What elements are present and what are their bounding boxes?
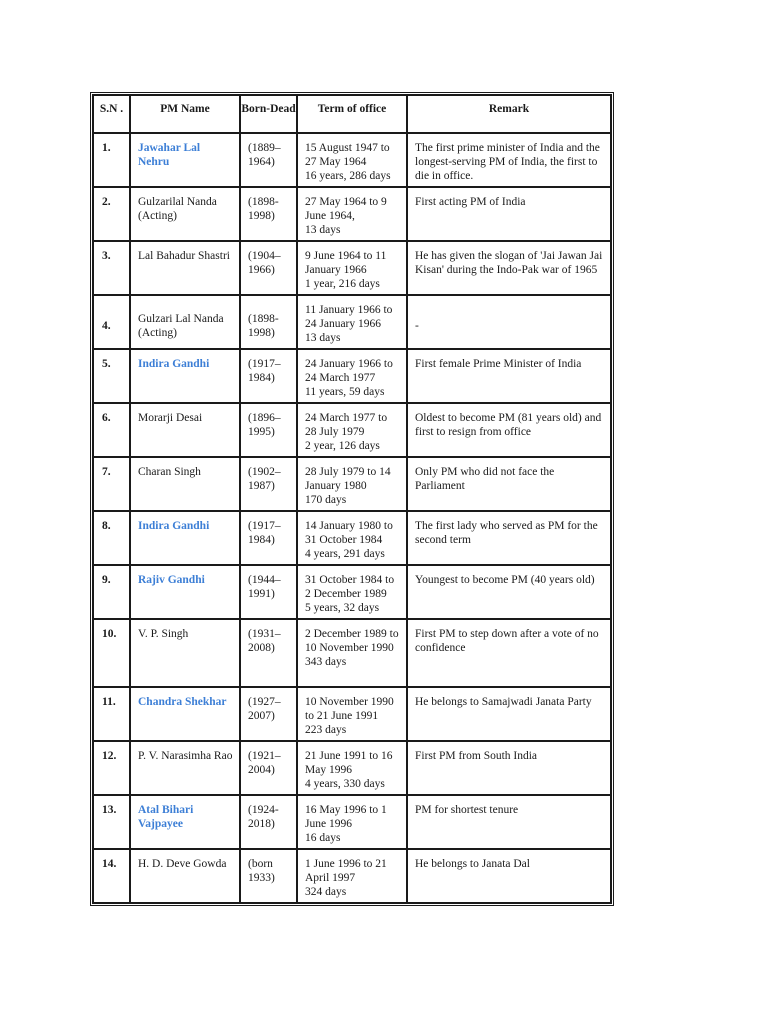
row-sn: 10. bbox=[93, 619, 130, 687]
row-born-dead: (1896–1995) bbox=[240, 403, 297, 457]
row-pm-name[interactable]: Jawahar Lal Nehru bbox=[130, 133, 240, 187]
row-term: 2 December 1989 to 10 November 1990 343 days bbox=[297, 619, 407, 687]
row-remark: Oldest to become PM (81 years old) and first to resign from office bbox=[407, 403, 611, 457]
row-pm-name[interactable]: Indira Gandhi bbox=[130, 349, 240, 403]
row-term: 10 November 1990 to 21 June 1991 223 days bbox=[297, 687, 407, 741]
row-term: 16 May 1996 to 1 June 1996 16 days bbox=[297, 795, 407, 849]
row-sn: 13. bbox=[93, 795, 130, 849]
row-remark: First PM from South India bbox=[407, 741, 611, 795]
row-pm-name: Gulzarilal Nanda (Acting) bbox=[130, 187, 240, 241]
row-pm-name: V. P. Singh bbox=[130, 619, 240, 687]
row-sn: 4. bbox=[93, 295, 130, 349]
row-sn: 2. bbox=[93, 187, 130, 241]
row-sn: 11. bbox=[93, 687, 130, 741]
row-sn: 9. bbox=[93, 565, 130, 619]
row-pm-name: Charan Singh bbox=[130, 457, 240, 511]
row-remark: Only PM who did not face the Parliament bbox=[407, 457, 611, 511]
row-born-dead: (1904–1966) bbox=[240, 241, 297, 295]
table-row bbox=[93, 795, 611, 849]
row-pm-name: Gulzari Lal Nanda (Acting) bbox=[130, 295, 240, 349]
table-row bbox=[93, 187, 611, 241]
row-remark: He belongs to Janata Dal bbox=[407, 849, 611, 903]
table-row bbox=[93, 619, 611, 687]
row-born-dead: (1898-1998) bbox=[240, 295, 297, 349]
row-remark: First female Prime Minister of India bbox=[407, 349, 611, 403]
row-sn: 12. bbox=[93, 741, 130, 795]
row-born-dead: (1924-2018) bbox=[240, 795, 297, 849]
row-sn: 14. bbox=[93, 849, 130, 903]
row-sn: 7. bbox=[93, 457, 130, 511]
header-sn: S.N . bbox=[93, 95, 130, 133]
row-remark: PM for shortest tenure bbox=[407, 795, 611, 849]
table-row bbox=[93, 511, 611, 565]
row-term: 28 July 1979 to 14 January 1980 170 days bbox=[297, 457, 407, 511]
table-row bbox=[93, 295, 611, 349]
table-row bbox=[93, 565, 611, 619]
row-sn: 1. bbox=[93, 133, 130, 187]
row-remark: First acting PM of India bbox=[407, 187, 611, 241]
row-born-dead: (1917–1984) bbox=[240, 511, 297, 565]
row-term: 31 October 1984 to 2 December 1989 5 years, 32 days bbox=[297, 565, 407, 619]
row-pm-name[interactable]: Indira Gandhi bbox=[130, 511, 240, 565]
row-sn: 6. bbox=[93, 403, 130, 457]
row-remark: The first lady who served as PM for the second term bbox=[407, 511, 611, 565]
table-row bbox=[93, 741, 611, 795]
row-sn: 3. bbox=[93, 241, 130, 295]
row-remark: He belongs to Samajwadi Janata Party bbox=[407, 687, 611, 741]
row-born-dead: (1944–1991) bbox=[240, 565, 297, 619]
row-remark: - bbox=[407, 295, 611, 349]
row-term: 15 August 1947 to 27 May 1964 16 years, 286 days bbox=[297, 133, 407, 187]
row-remark: He has given the slogan of 'Jai Jawan Jai Kisan' during the Indo-Pak war of 1965 bbox=[407, 241, 611, 295]
table-row bbox=[93, 403, 611, 457]
table-row bbox=[93, 457, 611, 511]
row-born-dead: (1917–1984) bbox=[240, 349, 297, 403]
row-term: 11 January 1966 to 24 January 1966 13 days bbox=[297, 295, 407, 349]
row-term: 24 March 1977 to 28 July 1979 2 year, 126 days bbox=[297, 403, 407, 457]
row-term: 27 May 1964 to 9 June 1964, 13 days bbox=[297, 187, 407, 241]
row-sn: 5. bbox=[93, 349, 130, 403]
row-born-dead: (1931–2008) bbox=[240, 619, 297, 687]
header-term: Term of office bbox=[297, 95, 407, 133]
table-row bbox=[93, 849, 611, 903]
row-born-dead: (1927–2007) bbox=[240, 687, 297, 741]
pm-table bbox=[90, 92, 614, 906]
row-term: 9 June 1964 to 11 January 1966 1 year, 216 days bbox=[297, 241, 407, 295]
header-row bbox=[93, 95, 611, 133]
table-body bbox=[93, 133, 611, 903]
row-term: 21 June 1991 to 16 May 1996 4 years, 330 days bbox=[297, 741, 407, 795]
row-born-dead: (born 1933) bbox=[240, 849, 297, 903]
row-pm-name[interactable]: Rajiv Gandhi bbox=[130, 565, 240, 619]
row-term: 14 January 1980 to 31 October 1984 4 years, 291 days bbox=[297, 511, 407, 565]
header-born-dead: Born-Dead bbox=[240, 95, 297, 133]
row-pm-name[interactable]: Chandra Shekhar bbox=[130, 687, 240, 741]
row-pm-name: H. D. Deve Gowda bbox=[130, 849, 240, 903]
row-born-dead: (1898-1998) bbox=[240, 187, 297, 241]
row-sn: 8. bbox=[93, 511, 130, 565]
row-term: 24 January 1966 to 24 March 1977 11 years, 59 days bbox=[297, 349, 407, 403]
row-born-dead: (1921–2004) bbox=[240, 741, 297, 795]
row-remark: Youngest to become PM (40 years old) bbox=[407, 565, 611, 619]
table-row bbox=[93, 133, 611, 187]
row-pm-name: Morarji Desai bbox=[130, 403, 240, 457]
header-remark: Remark bbox=[407, 95, 611, 133]
row-term: 1 June 1996 to 21 April 1997 324 days bbox=[297, 849, 407, 903]
row-pm-name: P. V. Narasimha Rao bbox=[130, 741, 240, 795]
header-pm-name: PM Name bbox=[130, 95, 240, 133]
row-born-dead: (1889–1964) bbox=[240, 133, 297, 187]
table-row bbox=[93, 349, 611, 403]
row-remark: First PM to step down after a vote of no confidence bbox=[407, 619, 611, 687]
row-born-dead: (1902–1987) bbox=[240, 457, 297, 511]
row-remark: The first prime minister of India and the longest-serving PM of India, the first to die in office. bbox=[407, 133, 611, 187]
table-row bbox=[93, 687, 611, 741]
row-pm-name: Lal Bahadur Shastri bbox=[130, 241, 240, 295]
row-pm-name[interactable]: Atal Bihari Vajpayee bbox=[130, 795, 240, 849]
table-row bbox=[93, 241, 611, 295]
